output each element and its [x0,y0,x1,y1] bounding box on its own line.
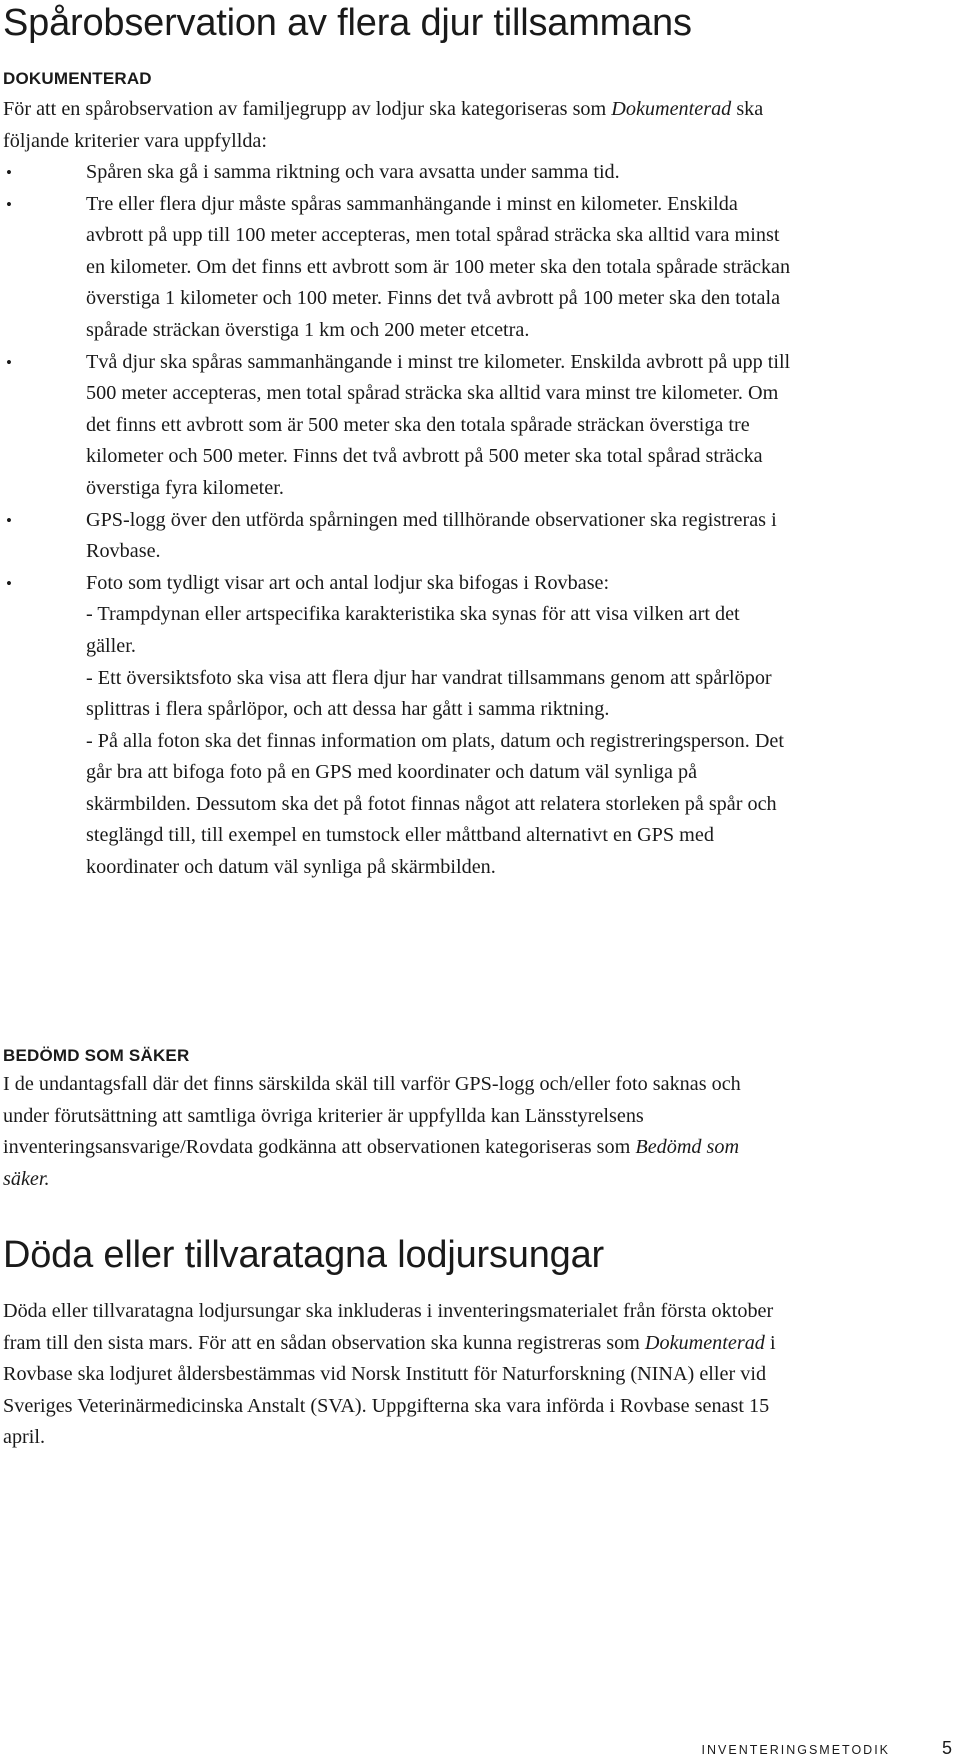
criteria-item [3,157,793,189]
intro-text-emphasis: Dokumenterad [611,98,732,120]
intro-text-post: ska följande kriterier vara uppfyllda: [3,98,764,152]
criteria-item-photo [3,568,793,884]
bedomd-paragraph [3,1069,783,1195]
criteria-text: Spåren ska gå i samma riktning och vara avsatta under samma tid. [86,161,620,183]
doda-paragraph [3,1296,783,1454]
running-footer-title: INVENTERINGSMETODIK [701,1743,890,1757]
bedomd-text-pre: I de undantagsfall där det finns särskilda skäl till varför GPS-logg och/eller foto saknas och under förutsättning att samtliga övriga kriterier är uppfyllda kan Länsstyrelsens inventeringsansvarige/Rovdata godkänna att observationen kategoriseras som [3,1073,741,1159]
intro-paragraph [3,94,783,157]
subheading-dokumenterad: DOKUMENTERAD [3,69,152,88]
photo-subitem: - På alla foton ska det finnas information om plats, datum och registreringsperson. Det går bra att bifoga foto på en GPS med koordinater och datum väl synliga på skärmbilden. Dessutom ska det på fotot finnas något att relatera storleken på spår och steglängd till, till exempel en tumstock eller måttband alternativt en GPS med koordinater och datum väl synliga på skärmbilden. [86,729,784,879]
criteria-item [3,347,793,505]
criteria-text: GPS-logg över den utförda spårningen med tillhörande observationer ska registreras i Rovbase. [86,508,777,563]
criteria-item [3,505,793,568]
criteria-item [3,189,793,347]
criteria-text: Tre eller flera djur måste spåras sammanhängande i minst en kilometer. Enskilda avbrott på upp till 100 meter accepteras, men total spårad sträcka ska alltid vara minst en kilometer. Om det finns ett avbrott som är 100 meter ska den totala spårade sträckan överstiga 1 kilometer och 100 meter. Finns det två avbrott på 100 meter ska den totala spårade sträckan överstiga 1 km och 200 meter etcetra. [86,192,791,341]
criteria-text: Två djur ska spåras sammanhängande i minst tre kilometer. Enskilda avbrott på upp till 500 meter accepteras, men total spårad sträcka ska alltid vara minst tre kilometer. Om det finns ett avbrott som är 500 meter ska den totala spårade sträckan överstiga tre kilometer och 500 meter. Finns det två avbrott på 500 meter ska total spårad sträcka överstiga fyra kilometer. [86,350,791,499]
section-title-sparobservation: Spårobservation av flera djur tillsammans [3,2,692,44]
photo-lead-text: Foto som tydligt visar art och antal lodjur ska bifogas i Rovbase: [86,571,610,594]
criteria-list [3,157,793,884]
photo-subitem: - Trampdynan eller artspecifika karakteristika ska synas för att visa vilken art det gäller. [86,603,740,657]
photo-subitem: - Ett översiktsfoto ska visa att flera djur har vandrat tillsammans genom att spårlöpor splittras i flera spårlöpor, och att dessa har gått i samma riktning. [86,666,772,721]
page-number: 5 [942,1738,953,1758]
intro-text-pre: För att en spårobservation av familjegrupp av lodjur ska kategoriseras som [3,98,612,120]
bullet-icon: • [6,573,12,593]
bullet-icon: • [6,163,12,182]
bullet-icon: • [6,352,12,372]
doda-text-post: i Rovbase ska lodjuret åldersbestämmas vid Norsk Institutt för Naturforskning (NINA) eller vid Sveriges Veterinärmedicinska Anstalt (SVA). Uppgifterna ska vara införda i Rovbase senast 15 april. [3,1331,776,1449]
doda-text-pre: Döda eller tillvaratagna lodjursungar ska inkluderas i inventeringsmaterialet från första oktober fram till den sista mars. För att en sådan observation ska kunna registreras som [3,1300,774,1354]
subheading-bedomd-som-saker: BEDÖMD SOM SÄKER [3,1046,190,1065]
bullet-icon: • [6,510,12,530]
doda-text-emphasis: Dokumenterad [644,1331,765,1354]
bedomd-text-emphasis: Bedömd som säker. [3,1136,740,1190]
bullet-icon: • [6,194,12,214]
section-title-doda-lodjursungar: Döda eller tillvaratagna lodjursungar [3,1234,604,1276]
